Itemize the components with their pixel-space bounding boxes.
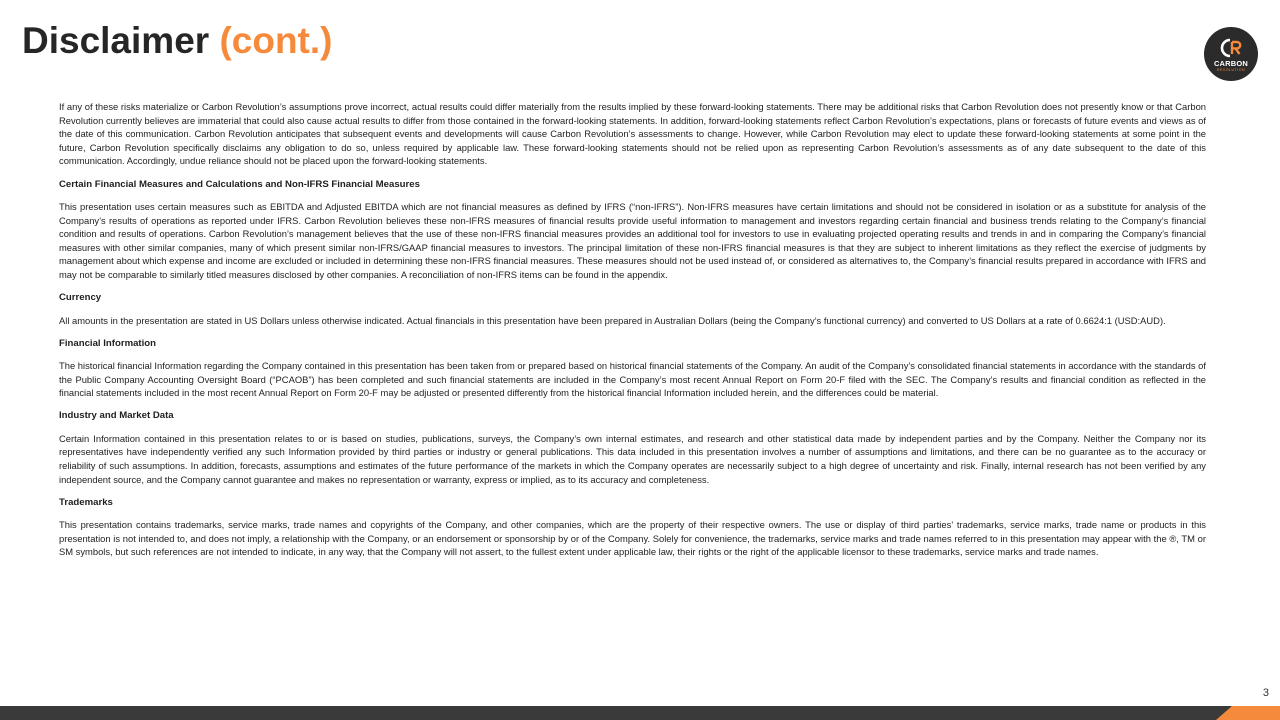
page-title xyxy=(22,18,332,64)
currency-heading: Currency xyxy=(59,292,102,304)
non-ifrs-heading: Certain Financial Measures and Calculations and Non-IFRS Financial Measures xyxy=(59,178,420,190)
page-number: 3 xyxy=(1262,687,1269,699)
disclaimer-body xyxy=(59,100,1206,569)
logo-subtitle: REVOLUTION xyxy=(1216,67,1246,72)
industry-market-paragraph: Certain Information contained in this presentation relates to or is based on studies, publications, surveys, the Company’s own internal estimates, and research and other statistical data made by independent parties and by the Company. Neither the Company nor its representatives have independently verified any such Information provided by third parties or industry or general publications. This data included in this presentation involves a number of assumptions and limitations, and there can be no guarantee as to the accuracy or reliability of such assumptions. In addition, forecasts, assumptions and estimates of the future performance of the markets in which the Company operates are necessarily subject to a high degree of uncertainty and risk. Finally, internal research has not been verified by any independent source, and the Company cannot guarantee and makes no representation or warranty, express or implied, as to its accuracy and completeness. xyxy=(59,432,1206,485)
title-suffix: (cont.) xyxy=(219,20,333,61)
intro-paragraph: If any of these risks materialize or Carbon Revolution’s assumptions prove incorrect, actual results could differ materially from the results implied by these forward-looking statements. There may be additional risks that Carbon Revolution does not presently know or that Carbon Revolution currently believes are immaterial that could also cause actual results to differ from those contained in the forward-looking statements. In addition, forward-looking statements reflect Carbon Revolution’s expectations, plans or forecasts of future events and views as of the date of this communication. Carbon Revolution anticipates that subsequent events and developments will cause Carbon Revolution’s assessments to change. However, while Carbon Revolution may elect to update these forward-looking statements at some point in the future, Carbon Revolution specifically disclaims any obligation to do so, unless required by applicable law. These forward-looking statements should not be relied upon as representing Carbon Revolution’s assessments as of any date subsequent to the date of this communication. Accordingly, undue reliance should not be placed upon the forward-looking statements. xyxy=(59,101,1206,167)
carbon-revolution-cr-icon xyxy=(1219,37,1243,59)
industry-market-heading: Industry and Market Data xyxy=(59,410,174,422)
trademarks-heading: Trademarks xyxy=(59,496,113,508)
footer-bar xyxy=(0,706,1280,720)
financial-information-heading: Financial Information xyxy=(59,337,157,349)
title-main: Disclaimer xyxy=(22,20,210,61)
trademarks-paragraph: This presentation contains trademarks, service marks, trade names and copyrights of the Company, and other companies, which are the property of their respective owners. The use or display of third parties’ trademarks, service marks, trade name or products in this presentation is not intended to, and does not imply, a relationship with the Company, or an endorsement or sponsorship by or of the Company. Solely for convenience, the trademarks, service marks and trade names referred to in this presentation may appear with the ®, TM or SM symbols, but such references are not intended to indicate, in any way, that the Company will not assert, to the fullest extent under applicable law, their rights or the right of the applicable licensor to these trademarks, service marks and trade names. xyxy=(59,519,1206,558)
logo-name: CARBON xyxy=(1213,58,1249,68)
non-ifrs-paragraph: This presentation uses certain measures such as EBITDA and Adjusted EBITDA which are not financial measures as defined by IFRS (“non-IFRS”). Non-IFRS measures have certain limitations and should not be considered in isolation or as a substitute for analysis of the Company’s results of operations as reported under IFRS. Carbon Revolution believes these non-IFRS measures of financial results provide useful information to management and investors regarding certain financial and business trends relating to the Company’s financial condition and results of operations. Carbon Revolution’s management believes that the use of these non-IFRS financial measures provides an additional tool for investors to use in evaluating projected operating results and trends in and in comparing the Company’s financial measures with other similar companies, many of which present similar non-IFRS/GAAP financial measures to investors. The principal limitation of these non-IFRS financial measures is that they are subject to inherent limitations as they reflect the exercise of judgments by management about which expense and income are excluded or included in determining these non-IFRS financial measures. These measures should not be used instead of, or considered as alternatives to, the Company’s financial results prepared in accordance with IFRS and may not be comparable to similarly titled measures disclosed by other companies. A reconciliation of non-IFRS items can be found in the appendix. xyxy=(59,200,1206,280)
financial-information-paragraph: The historical financial Information regarding the Company contained in this presentation has been taken from or prepared based on historical financial statements of the Company. An audit of the Company’s consolidated financial statements in accordance with the standards of the Public Company Accounting Oversight Board (“PCAOB”) has been completed and such financial statements are included in the Company’s most recent Annual Report on Form 20-F filed with the SEC. The Company’s results and financial condition as reflected in the financial statements included in the most recent Annual Report on Form 20-F may be adjusted or presented differently from the historical financial Information included herein, and the differences could be material. xyxy=(59,360,1206,399)
currency-paragraph: All amounts in the presentation are stated in US Dollars unless otherwise indicated. Actual financials in this presentation have been prepared in Australian Dollars (being the Company’s functional currency) and converted to US Dollars at a rate of 0.6624:1 (USD:AUD). xyxy=(59,314,1166,326)
company-logo xyxy=(1204,27,1258,81)
